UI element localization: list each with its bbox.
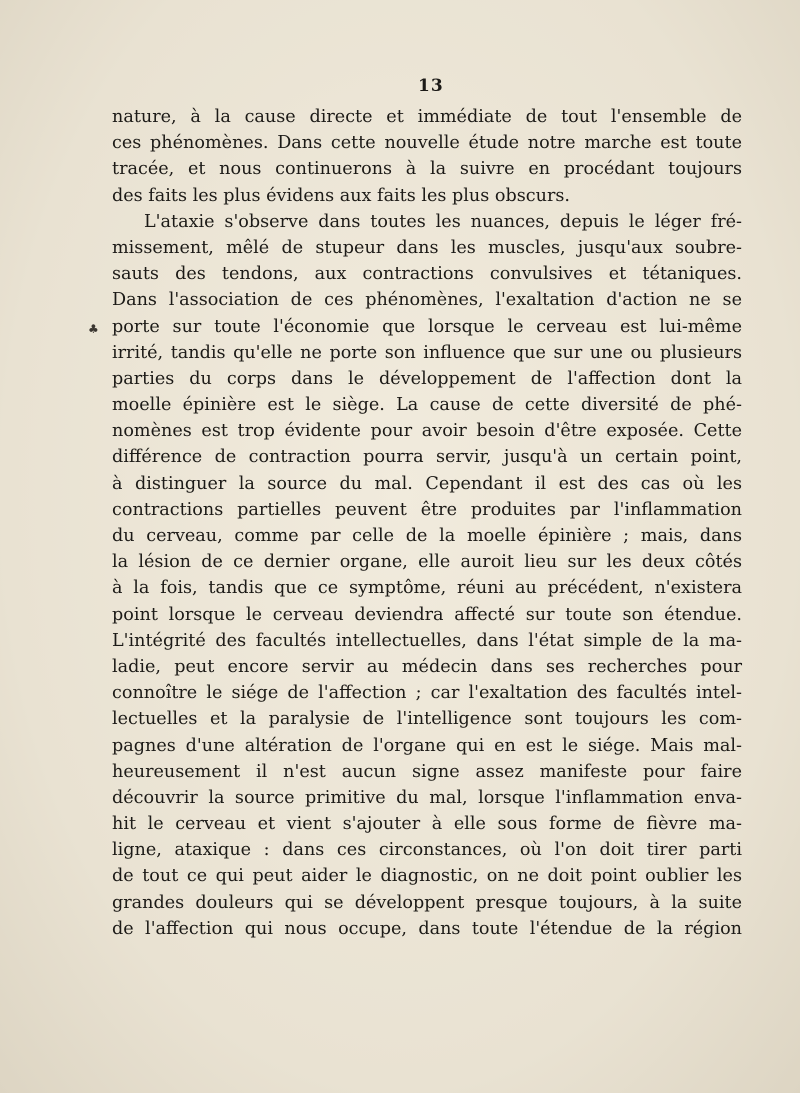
text-line: moelle épinière est le siège. La cause de cette diversité de phé-: [112, 395, 742, 416]
text-line: nomènes est trop évidente pour avoir besoin d'être exposée. Cette: [112, 421, 742, 442]
text-line: ladie, peut encore servir au médecin dans ses recherches pour: [112, 656, 742, 677]
text-line: L'intégrité des facultés intellectuelles, dans l'état simple de la ma-: [112, 630, 742, 651]
text-line: tracée, et nous continuerons à la suivre en procédant toujours: [112, 159, 742, 180]
text-line: grandes douleurs qui se développent presque toujours, à la suite: [112, 892, 742, 913]
text-line: irrité, tandis qu'elle ne porte son influence que sur une ou plusieurs: [112, 342, 742, 363]
body-text: [112, 104, 742, 942]
page-number: 13: [418, 76, 444, 96]
text-line: porte sur toute l'économie que lorsque le cerveau est lui-même: [112, 316, 742, 337]
text-line: point lorsque le cerveau deviendra affecté sur toute son étendue.: [112, 604, 742, 625]
text-line: des faits les plus évidens aux faits les plus obscurs.: [112, 185, 570, 206]
text-line: sauts des tendons, aux contractions convulsives et tétaniques.: [112, 264, 742, 285]
text-line: connoître le siége de l'affection ; car l'exaltation des facultés intel-: [112, 683, 742, 704]
text-line: ces phénomènes. Dans cette nouvelle étude notre marche est toute: [112, 133, 742, 154]
text-line: de l'affection qui nous occupe, dans toute l'étendue de la région: [112, 918, 742, 939]
margin-mark: ♣: [88, 322, 99, 336]
text-line: découvrir la source primitive du mal, lorsque l'inflammation enva-: [112, 787, 742, 808]
text-line: missement, mêlé de stupeur dans les muscles, jusqu'aux soubre-: [112, 237, 742, 258]
text-line: différence de contraction pourra servir, jusqu'à un certain point,: [112, 447, 742, 468]
text-line: nature, à la cause directe et immédiate de tout l'ensemble de: [112, 107, 742, 127]
text-line: lectuelles et la paralysie de l'intelligence sont toujours les com-: [112, 709, 742, 730]
text-line: ligne, ataxique : dans ces circonstances, où l'on doit tirer parti: [112, 840, 742, 861]
text-line: à distinguer la source du mal. Cependant il est des cas où les: [112, 473, 742, 494]
text-line: de tout ce qui peut aider le diagnostic, on ne doit point oublier les: [112, 866, 742, 887]
text-line: à la fois, tandis que ce symptôme, réuni au précédent, n'existera: [112, 578, 742, 599]
text-line: du cerveau, comme par celle de la moelle épinière ; mais, dans: [112, 526, 742, 546]
text-line: heureusement il n'est aucun signe assez manifeste pour faire: [112, 761, 742, 782]
text-line: la lésion de ce dernier organe, elle auroit lieu sur les deux côtés: [112, 552, 742, 573]
text-line: pagnes d'une altération de l'organe qui en est le siége. Mais mal-: [112, 735, 742, 756]
text-line: L'ataxie s'observe dans toutes les nuances, depuis le léger fré-: [144, 211, 742, 232]
text-line: contractions partielles peuvent être produites par l'inflammation: [112, 499, 742, 520]
text-line: Dans l'association de ces phénomènes, l'exaltation d'action ne se: [112, 290, 742, 311]
text-line: parties du corps dans le développement de l'affection dont la: [112, 368, 742, 389]
text-line: hit le cerveau et vient s'ajouter à elle sous forme de fièvre ma-: [112, 814, 742, 835]
